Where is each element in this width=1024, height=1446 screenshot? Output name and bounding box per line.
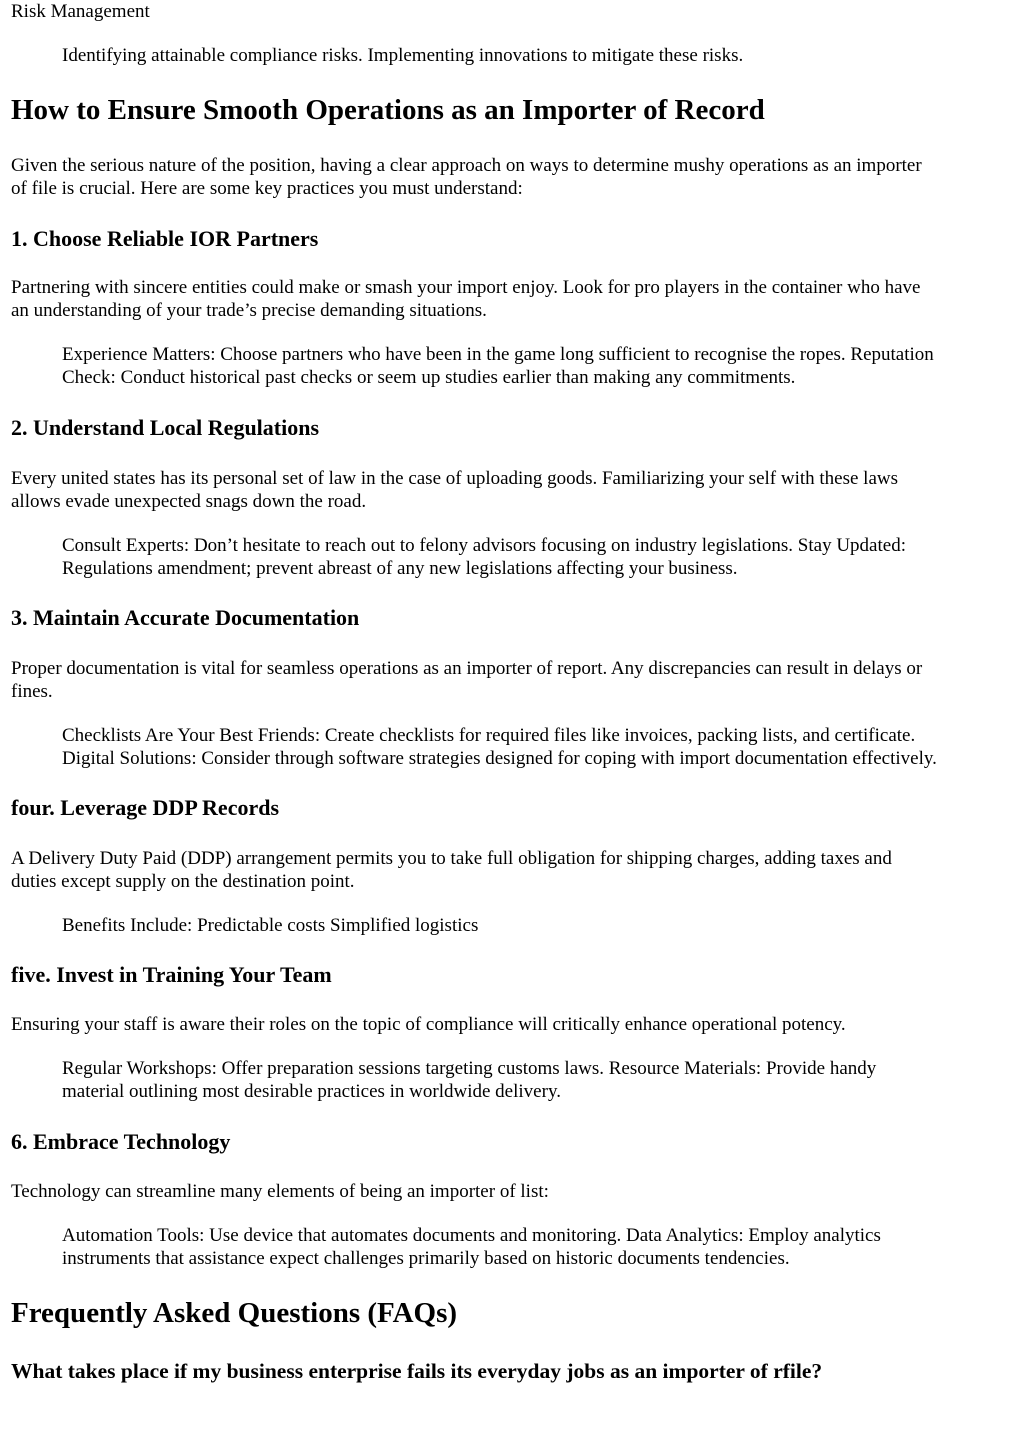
section-6-detail-line-2: instruments that assistance expect challenges primarily based on historic documents tendencies. bbox=[62, 1248, 790, 1269]
section-3-body-line-2: fines. bbox=[11, 681, 53, 702]
faq-question: What takes place if my business enterprise fails its everyday jobs as an importer of rfile? bbox=[11, 1359, 823, 1383]
section-heading-1: 1. Choose Reliable IOR Partners bbox=[11, 226, 319, 251]
section-1-detail-line-2: Check: Conduct historical past checks or seem up studies earlier than making any commitments. bbox=[62, 367, 796, 388]
section-1-body-line-1: Partnering with sincere entities could make or smash your import enjoy. Look for pro players in the container who have bbox=[11, 277, 921, 298]
section-1-body-line-2: an understanding of your trade’s precise demanding situations. bbox=[11, 300, 487, 321]
section-heading-5: five. Invest in Training Your Team bbox=[11, 962, 332, 987]
risk-label: Risk Management bbox=[11, 1, 150, 22]
section-2-body-line-1: Every united states has its personal set of law in the case of uploading goods. Familiarizing your self with these laws bbox=[11, 468, 898, 489]
section-2-detail-line-1: Consult Experts: Don’t hesitate to reach out to felony advisors focusing on industry legislations. Stay Updated: bbox=[62, 535, 906, 556]
section-5-detail-line-2: material outlining most desirable practices in worldwide delivery. bbox=[62, 1081, 561, 1102]
section-4-body-line-2: duties except supply on the destination point. bbox=[11, 871, 355, 892]
section-heading-4: four. Leverage DDP Records bbox=[11, 795, 280, 820]
section-5-body-line-1: Ensuring your staff is aware their roles on the topic of compliance will critically enhance operational potency. bbox=[11, 1014, 846, 1035]
risk-detail: Identifying attainable compliance risks. Implementing innovations to mitigate these risks. bbox=[62, 45, 744, 66]
section-heading-6: 6. Embrace Technology bbox=[11, 1129, 231, 1154]
section-2-body-line-2: allows evade unexpected snags down the road. bbox=[11, 491, 367, 512]
intro-line-2: of file is crucial. Here are some key practices you must understand: bbox=[11, 178, 523, 199]
section-heading-2: 2. Understand Local Regulations bbox=[11, 415, 320, 440]
section-3-body-line-1: Proper documentation is vital for seamless operations as an importer of report. Any discrepancies can result in delays or bbox=[11, 658, 923, 679]
section-2-detail-line-2: Regulations amendment; prevent abreast of any new legislations affecting your business. bbox=[62, 558, 738, 579]
section-3-detail-line-2: Digital Solutions: Consider through software strategies designed for coping with import documentation effectively. bbox=[62, 748, 937, 769]
section-6-detail-line-1: Automation Tools: Use device that automates documents and monitoring. Data Analytics: Employ analytics bbox=[62, 1225, 881, 1246]
main-heading: How to Ensure Smooth Operations as an Importer of Record bbox=[11, 94, 765, 126]
section-3-detail-line-1: Checklists Are Your Best Friends: Create checklists for required files like invoices, packing lists, and certificate. bbox=[62, 725, 916, 746]
intro-line-1: Given the serious nature of the position, having a clear approach on ways to determine mushy operations as an importer bbox=[11, 155, 922, 176]
section-4-body-line-1: A Delivery Duty Paid (DDP) arrangement permits you to take full obligation for shipping charges, adding taxes and bbox=[11, 848, 892, 869]
section-1-detail-line-1: Experience Matters: Choose partners who have been in the game long sufficient to recognise the ropes. Reputation bbox=[62, 344, 934, 365]
section-heading-3: 3. Maintain Accurate Documentation bbox=[11, 605, 360, 630]
section-5-detail-line-1: Regular Workshops: Offer preparation sessions targeting customs laws. Resource Materials: Provide handy bbox=[62, 1058, 877, 1079]
section-6-body-line-1: Technology can streamline many elements of being an importer of list: bbox=[11, 1181, 549, 1202]
section-4-detail-line-1: Benefits Include: Predictable costs Simplified logistics bbox=[62, 915, 479, 936]
faq-heading: Frequently Asked Questions (FAQs) bbox=[11, 1297, 458, 1329]
